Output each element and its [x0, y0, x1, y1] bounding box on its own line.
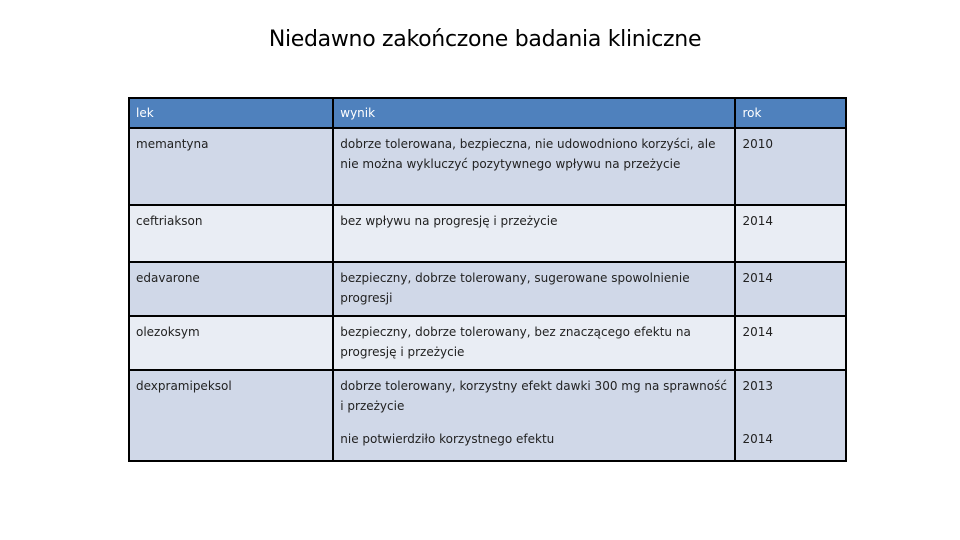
year-cell: 2014 — [735, 424, 846, 461]
header-result: wynik — [333, 98, 735, 128]
clinical-trials-table — [128, 97, 847, 462]
table-header-row — [129, 98, 846, 128]
slide-title: Niedawno zakończone badania kliniczne — [268, 27, 702, 52]
table-row — [129, 128, 846, 205]
result-cell: bez wpływu na progresję i przeżycie — [333, 205, 735, 262]
result-cell: nie potwierdziło korzystnego efektu — [333, 424, 735, 461]
table-row — [129, 370, 846, 424]
year-cell: 2014 — [735, 262, 846, 316]
header-drug: lek — [129, 98, 333, 128]
year-cell: 2013 — [735, 370, 846, 424]
year-cell: 2014 — [735, 205, 846, 262]
drug-cell: ceftriakson — [129, 205, 333, 262]
header-year: rok — [735, 98, 846, 128]
year-cell: 2014 — [735, 316, 846, 370]
result-cell: bezpieczny, dobrze tolerowany, sugerowane spowolnienie progresji — [333, 262, 735, 316]
table-row — [129, 262, 846, 316]
result-cell: dobrze tolerowany, korzystny efekt dawki 300 mg na sprawność i przeżycie — [333, 370, 735, 424]
drug-cell: dexpramipeksol — [129, 370, 333, 461]
result-cell: bezpieczny, dobrze tolerowany, bez znaczącego efektu na progresję i przeżycie — [333, 316, 735, 370]
table-row — [129, 316, 846, 370]
drug-cell: edavarone — [129, 262, 333, 316]
drug-cell: memantyna — [129, 128, 333, 205]
result-cell: dobrze tolerowana, bezpieczna, nie udowodniono korzyści, ale nie można wykluczyć pozytywnego wpływu na przeżycie — [333, 128, 735, 205]
year-cell: 2010 — [735, 128, 846, 205]
drug-cell: olezoksym — [129, 316, 333, 370]
table-row — [129, 205, 846, 262]
